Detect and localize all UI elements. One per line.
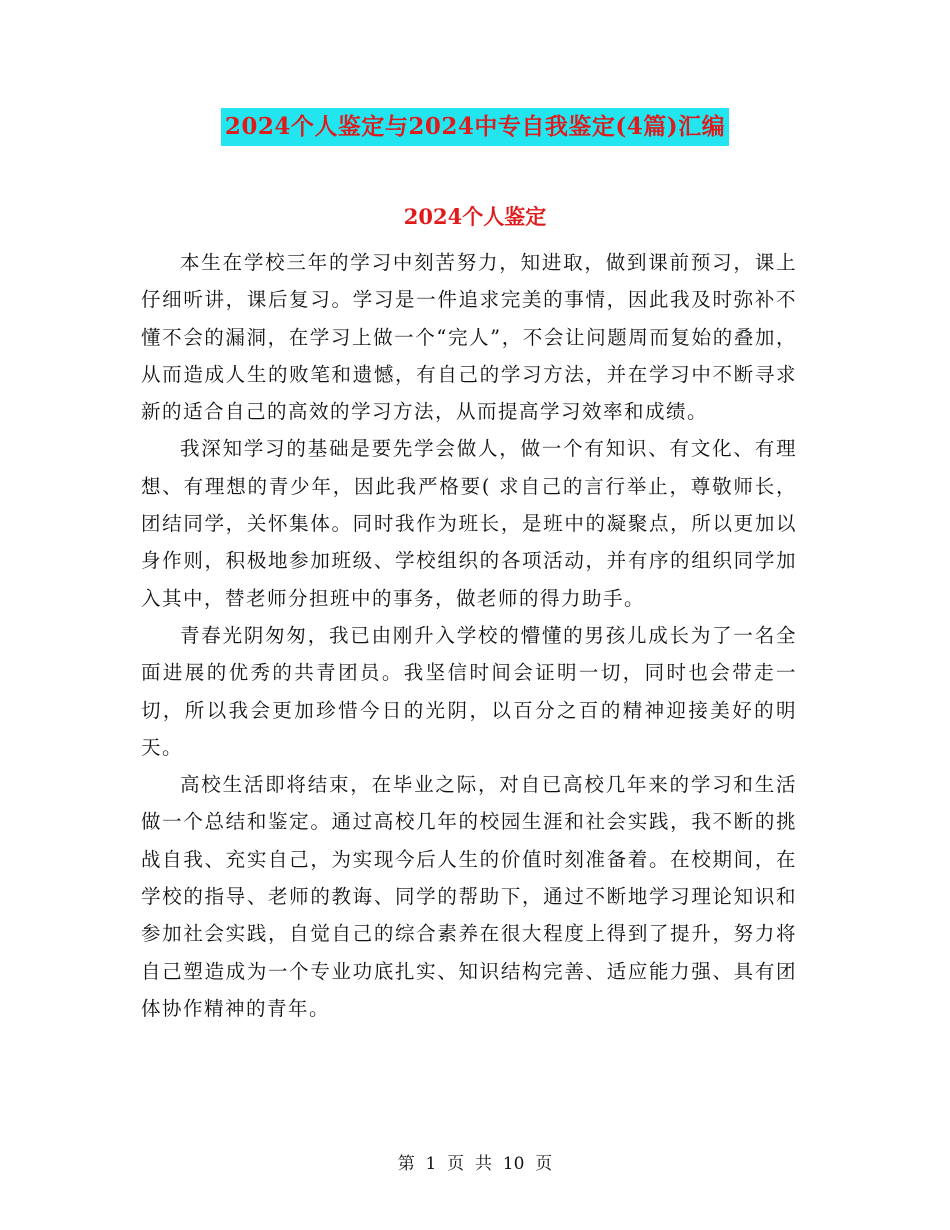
document-title-container <box>0 108 950 146</box>
section-heading: 2024个人鉴定 <box>403 204 547 229</box>
document-title: 2024个人鉴定与2024中专自我鉴定(4篇)汇编 <box>221 108 729 146</box>
page-footer: 第 1 页 共 10 页 <box>397 1154 553 1174</box>
paragraph-1: 本生在学校三年的学习中刻苦努力，知进取，做到课前预习，课上仔细听讲，课后复习。学习是一件追求完美的事情，因此我及时弥补不懂不会的漏洞，在学习上做一个“完人”，不会让问题周而复始的叠加，从而造成人生的败笔和遗憾，有自己的学习方法，并在学习中不断寻求新的适合自己的高效的学习方法，从而提高学习效率和成绩。 <box>141 251 797 424</box>
paragraph-3: 青春光阴匆匆，我已由刚升入学校的懵懂的男孩儿成长为了一名全面进展的优秀的共青团员。我坚信时间会证明一切，同时也会带走一切，所以我会更加珍惜今日的光阴，以百分之百的精神迎接美好的明天。 <box>141 623 797 759</box>
paragraph-2: 我深知学习的基础是要先学会做人，做一个有知识、有文化、有理想、有理想的青少年，因此我严格要( 求自己的言行举止，尊敬师长，团结同学，关怀集体。同时我作为班长，是班中的凝聚点，所以更加以身作则，积极地参加班级、学校组织的各项活动，并有序的组织同学加入其中，替老师分担班中的事务，做老师的得力助手。 <box>141 437 797 610</box>
paragraph-4: 高校生活即将结束，在毕业之际，对自已高校几年来的学习和生活做一个总结和鉴定。通过高校几年的校园生涯和社会实践，我不断的挑战自我、充实自己，为实现今后人生的价值时刻准备着。在校期间，在学校的指导、老师的教诲、同学的帮助下，通过不断地学习理论知识和参加社会实践，自觉自己的综合素养在很大程度上得到了提升，努力将自己塑造成为一个专业功底扎实、知识结构完善、适应能力强、具有团体协作精神的青年。 <box>141 773 797 1020</box>
document-body <box>141 244 797 1027</box>
